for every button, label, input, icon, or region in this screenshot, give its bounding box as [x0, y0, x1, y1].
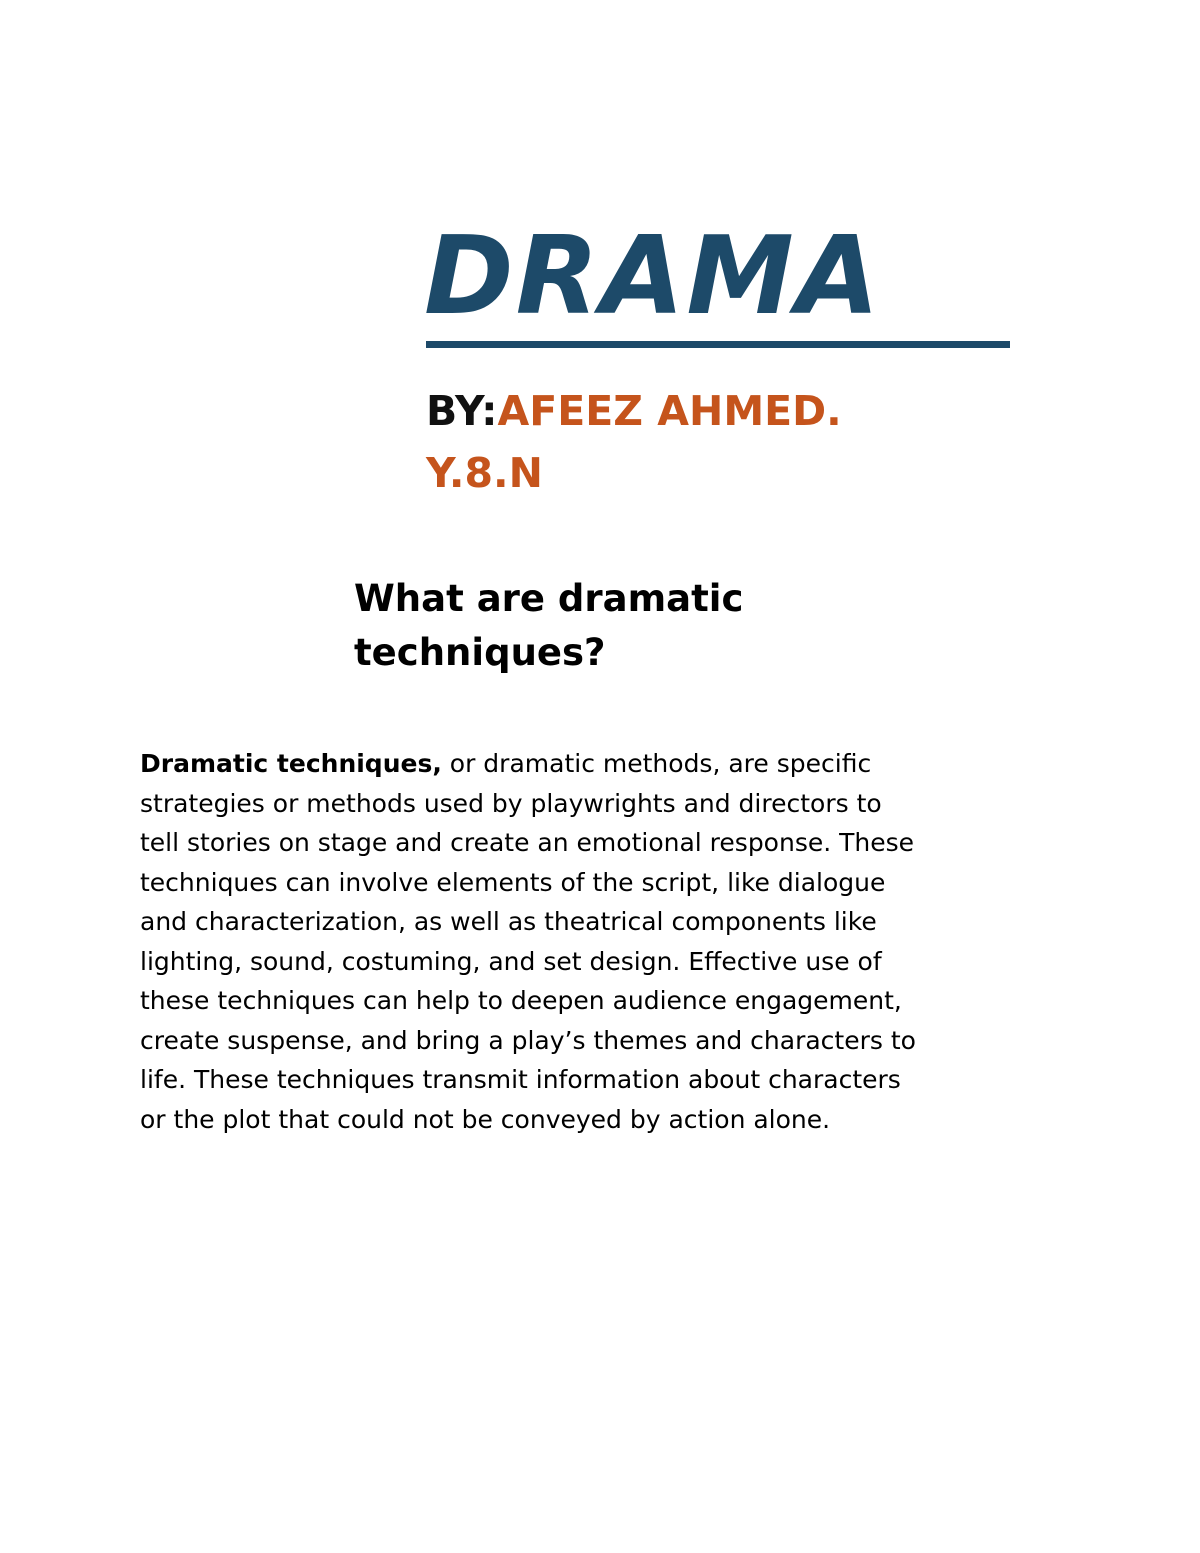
document-title: DRAMA	[424, 214, 882, 339]
section-heading-line-2: techniques?	[354, 631, 606, 674]
paragraph-line: techniques can involve elements of the script, like dialogue	[140, 867, 886, 897]
title-underline	[426, 341, 1010, 348]
author-name: AFEEZ AHMED.	[497, 387, 842, 435]
paragraph-line: or the plot that could not be conveyed by action alone.	[140, 1104, 831, 1134]
body-paragraph	[140, 744, 1070, 1139]
paragraph-line: strategies or methods used by playwrights and directors to	[140, 788, 882, 818]
paragraph-line-1	[140, 744, 1070, 784]
paragraph-line-1-rest: or dramatic methods, are specific	[441, 749, 872, 778]
paragraph-line: life. These techniques transmit information about characters	[140, 1065, 901, 1094]
lead-term: Dramatic techniques,	[140, 749, 442, 778]
paragraph-line: these techniques can help to deepen audience engagement,	[140, 986, 902, 1015]
paragraph-line: create suspense, and bring a play’s themes and characters to	[140, 1025, 916, 1055]
section-heading-line-1: What are dramatic	[354, 577, 744, 620]
paragraph-line: lighting, sound, costuming, and set design. Effective use of	[140, 946, 882, 976]
paragraph-line: and characterization, as well as theatrical components like	[140, 907, 877, 936]
author-byline	[426, 380, 986, 504]
paragraph-line: tell stories on stage and create an emotional response. These	[140, 828, 915, 857]
section-heading	[354, 572, 914, 680]
class-code: Y.8.N	[426, 449, 543, 497]
byline-prefix: BY:	[426, 387, 498, 435]
